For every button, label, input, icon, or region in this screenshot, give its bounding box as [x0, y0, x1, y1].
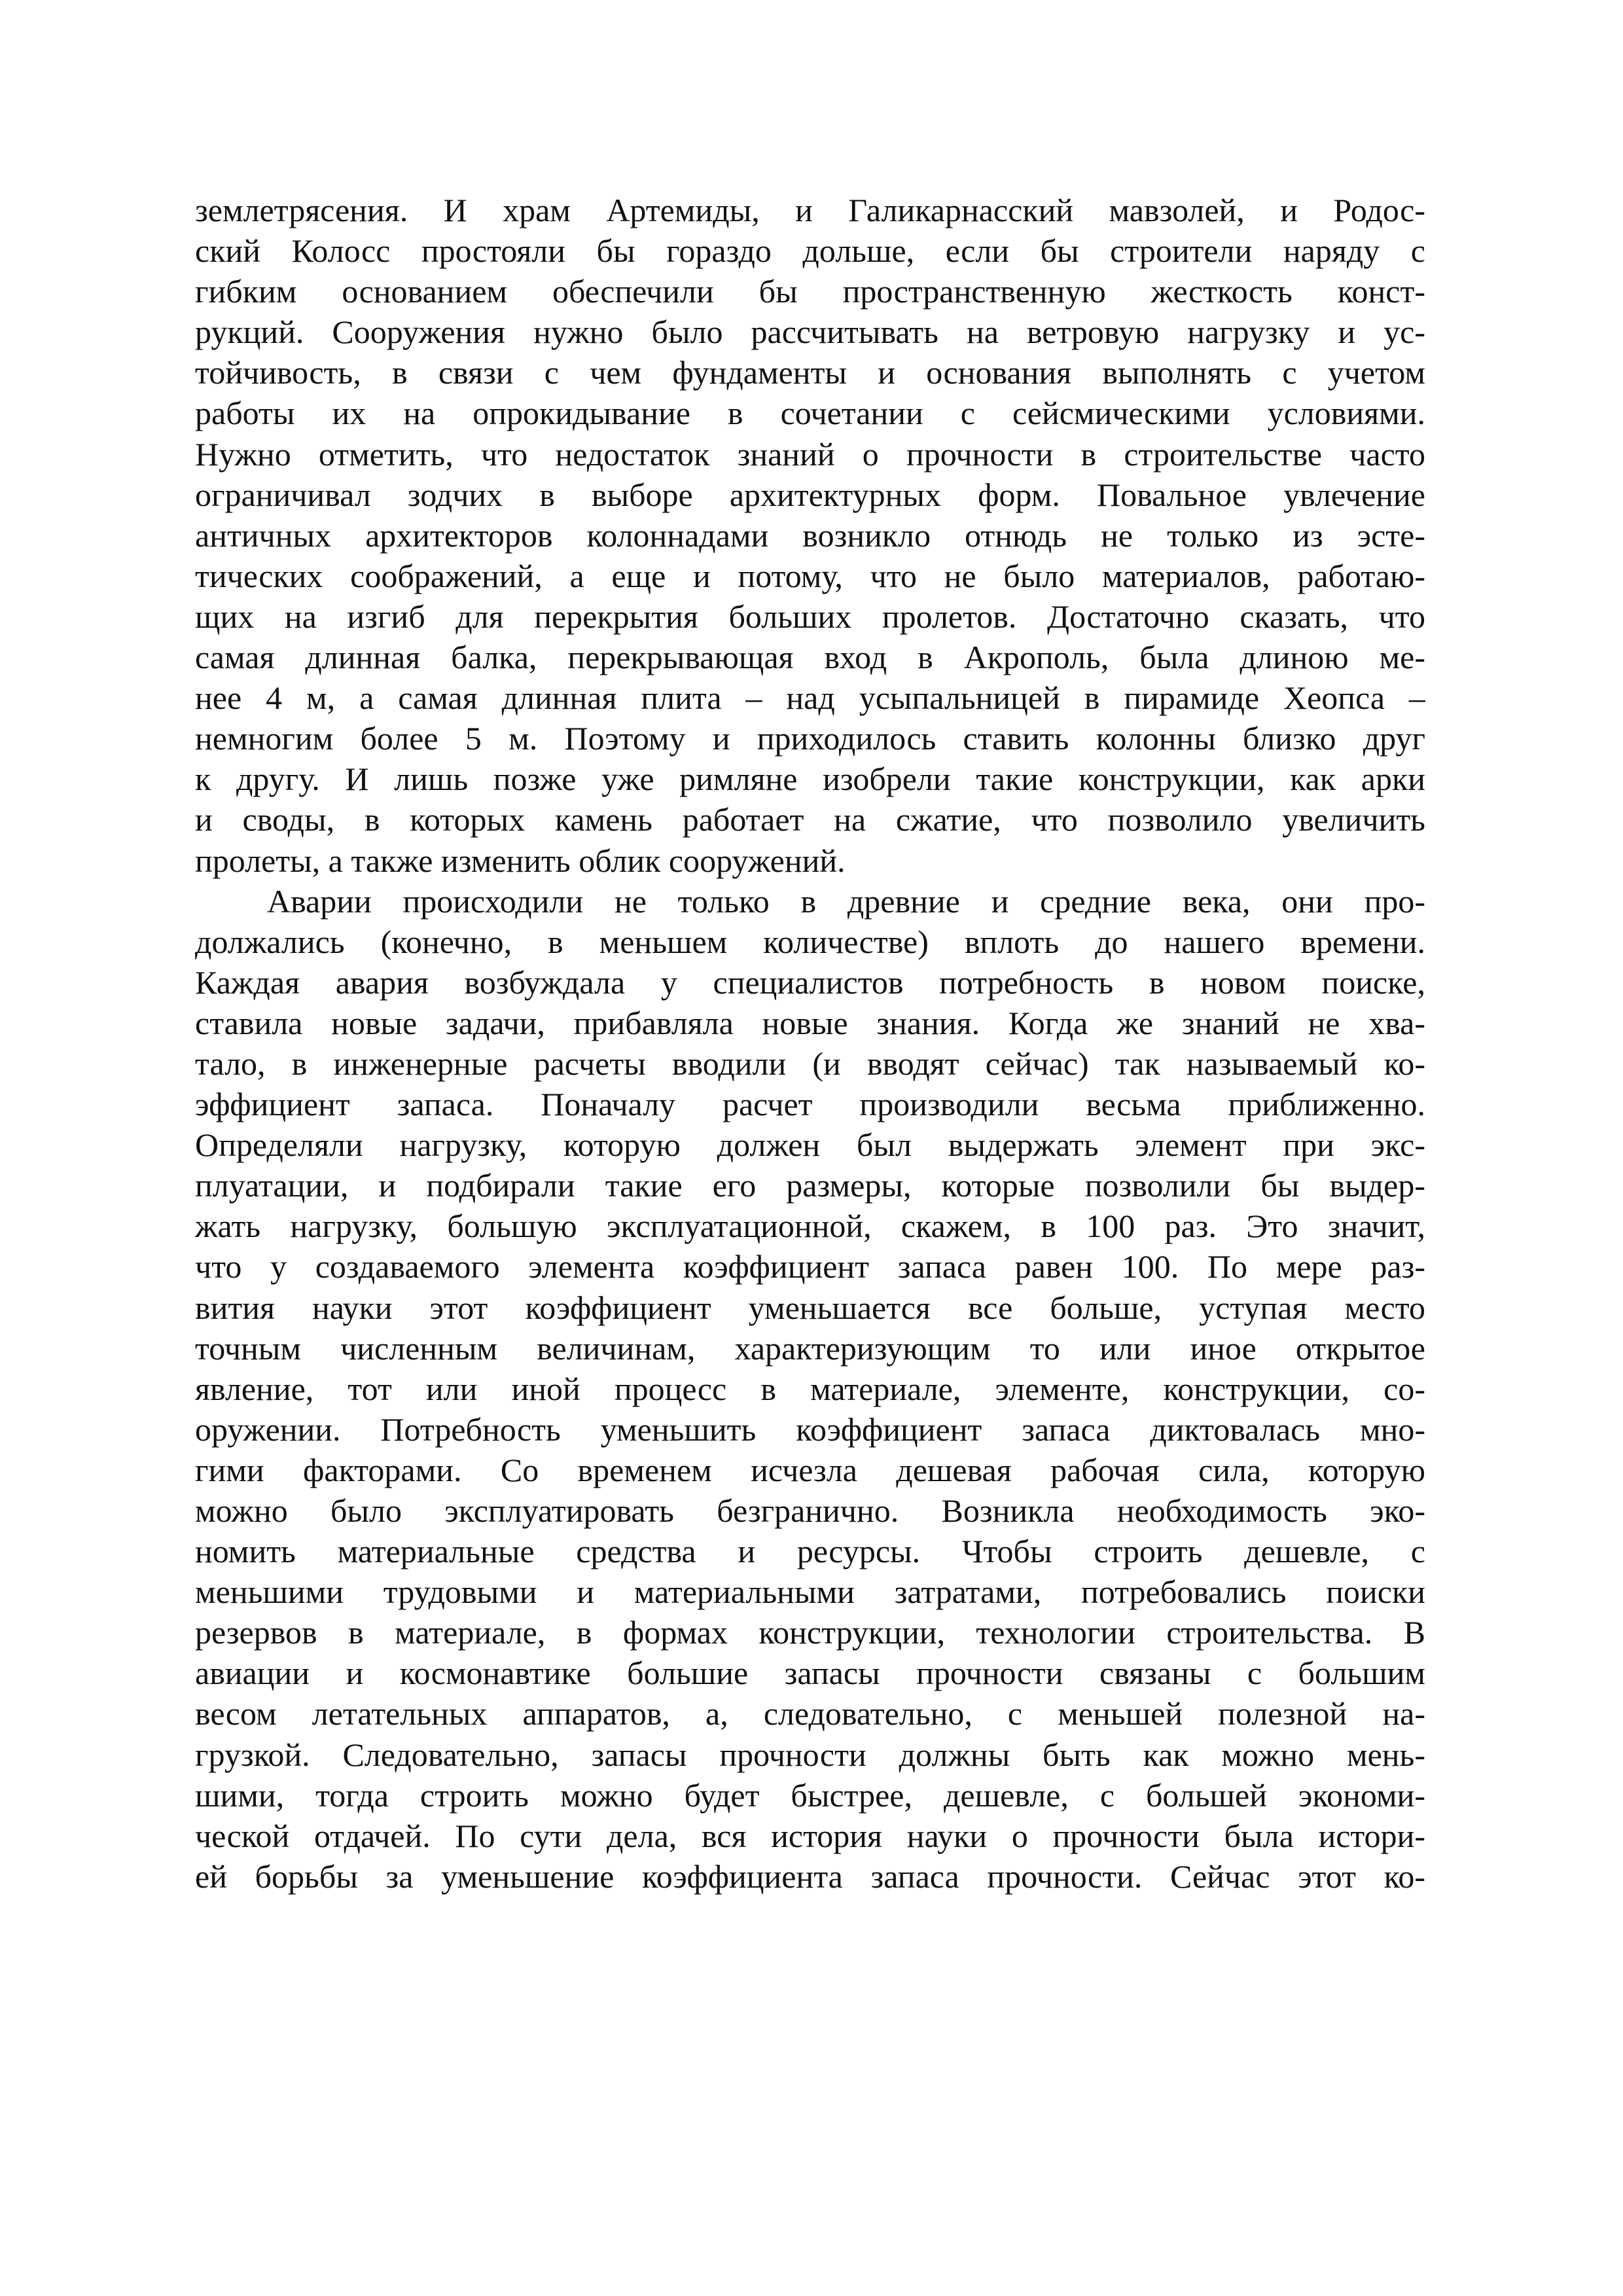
text-line: тических соображений, а еще и потому, что не было материалов, работаю- — [195, 557, 1425, 594]
text-line: ей борьбы за уменьшение коэффициента запаса прочности. Сейчас этот ко- — [195, 1857, 1425, 1895]
text-line: эффициент запаса. Поначалу расчет производили весьма приближенно. — [195, 1086, 1425, 1123]
text-line: точным численным величинам, характеризующим то или иное открытое — [195, 1329, 1425, 1367]
text-line: античных архитекторов колоннадами возникло отнюдь не только из эсте- — [195, 516, 1425, 554]
text-line: работы их на опрокидывание в сочетании с сейсмическими условиями. — [195, 395, 1425, 432]
text-line: что у создаваемого элемента коэффициент запаса равен 100. По мере раз- — [195, 1248, 1425, 1285]
text-line: Нужно отметить, что недостаток знаний о прочности в строительстве часто — [195, 435, 1425, 473]
paragraph-2 — [195, 881, 1425, 1897]
text-line: весом летательных аппаратов, а, следовательно, с меньшей полезной на- — [195, 1695, 1425, 1732]
text-line: жать нагрузку, большую эксплуатационной, скажем, в 100 раз. Это значит, — [195, 1208, 1425, 1245]
text-line: ограничивал зодчих в выборе архитектурных форм. Повальное увлечение — [195, 476, 1425, 513]
text-line: должались (конечно, в меньшем количестве) вплоть до нашего времени. — [195, 923, 1425, 960]
text-line: щих на изгиб для перекрытия больших пролетов. Достаточно сказать, что — [195, 598, 1425, 635]
text-line: ческой отдачей. По сути дела, вся история науки о прочности была истори- — [195, 1817, 1425, 1854]
text-line: тало, в инженерные расчеты вводили (и вводят сейчас) так называемый ко- — [195, 1045, 1425, 1082]
text-line: плуатации, и подбирали такие его размеры, которые позволили бы выдер- — [195, 1167, 1425, 1204]
document-page — [195, 190, 1425, 1897]
text-line: ский Колосс простояли бы гораздо дольше, если бы строители наряду с — [195, 232, 1425, 270]
paragraph-1 — [195, 190, 1425, 881]
text-line: вития науки этот коэффициент уменьшается все больше, уступая место — [195, 1289, 1425, 1326]
text-line: рукций. Сооружения нужно было рассчитывать на ветровую нагрузку и ус- — [195, 314, 1425, 351]
text-line: тойчивость, в связи с чем фундаменты и основания выполнять с учетом — [195, 354, 1425, 391]
text-line: Каждая авария возбуждала у специалистов потребность в новом поиске, — [195, 963, 1425, 1001]
text-line: гими факторами. Со временем исчезла дешевая рабочая сила, которую — [195, 1451, 1425, 1488]
text-line: землетрясения. И храм Артемиды, и Галикарнасский мавзолей, и Родос- — [195, 192, 1425, 228]
text-line: ставила новые задачи, прибавляла новые знания. Когда же знаний не хва- — [195, 1004, 1425, 1041]
text-line: нее 4 м, а самая длинная плита – над усыпальницей в пирамиде Хеопса – — [195, 679, 1425, 717]
text-line: немногим более 5 м. Поэтому и приходилось ставить колонны близко друг — [195, 720, 1425, 757]
text-line: можно было эксплуатировать безгранично. Возникла необходимость эко- — [195, 1492, 1425, 1529]
text-line: номить материальные средства и ресурсы. Чтобы строить дешевле, с — [195, 1533, 1425, 1570]
text-line: Определяли нагрузку, которую должен был выдержать элемент при экс- — [195, 1126, 1425, 1164]
text-line: авиации и космонавтике большие запасы прочности связаны с большим — [195, 1655, 1425, 1692]
text-line: резервов в материале, в формах конструкции, технологии строительства. В — [195, 1614, 1425, 1651]
text-line: пролеты, а также изменить облик сооружений. — [195, 842, 846, 879]
text-line: Аварии происходили не только в древние и средние века, они про- — [267, 882, 1425, 920]
text-line: гибким основанием обеспечили бы пространственную жесткость конст- — [195, 273, 1425, 310]
text-line: явление, тот или иной процесс в материале, элементе, конструкции, со- — [195, 1370, 1425, 1407]
text-line: оружении. Потребность уменьшить коэффициент запаса диктовалась мно- — [195, 1410, 1425, 1448]
text-line: самая длинная балка, перекрывающая вход в Акрополь, была длиною ме- — [195, 639, 1425, 676]
text-line: и своды, в которых камень работает на сжатие, что позволило увеличить — [195, 801, 1425, 838]
text-line: грузкой. Следовательно, запасы прочности должны быть как можно мень- — [195, 1736, 1425, 1773]
text-line: меньшими трудовыми и материальными затратами, потребовались поиски — [195, 1573, 1425, 1611]
text-line: к другу. И лишь позже уже римляне изобрели такие конструкции, как арки — [195, 761, 1425, 798]
text-line: шими, тогда строить можно будет быстрее, дешевле, с большей экономи- — [195, 1776, 1425, 1814]
